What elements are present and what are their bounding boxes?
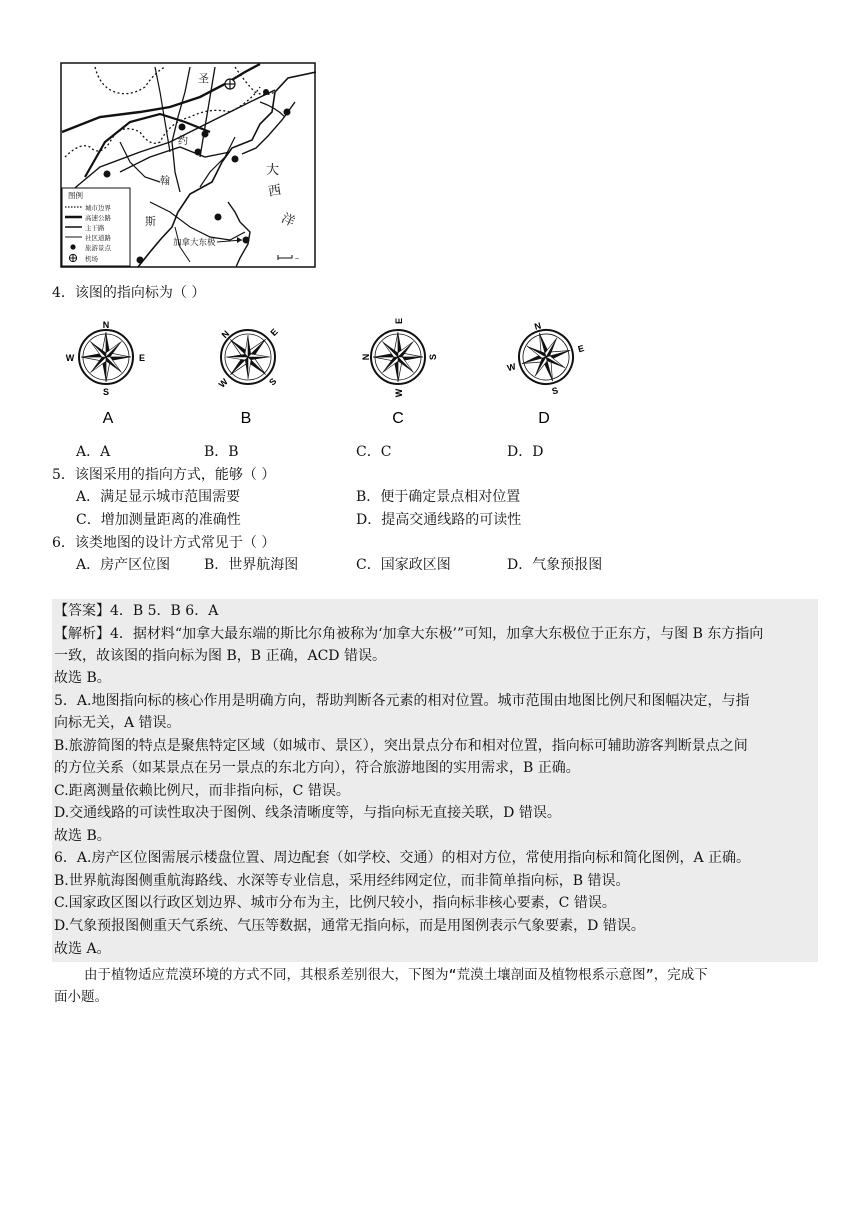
- sea-label-2: 西: [266, 181, 283, 199]
- explanation-line-7: 的方位关系（如某景点在另一景点的东北方向），符合旅游地图的实用需求，B 正确。: [54, 760, 580, 776]
- compass-options: [58, 315, 608, 427]
- compass-rose-c: [361, 318, 438, 397]
- next-intro-line-1: 由于植物适应荒漠环境的方式不同，其根系差别很大，下图为“荒漠土壤剖面及植物根系示意图”，完成下: [84, 967, 708, 983]
- svg-text:N: N: [219, 328, 232, 341]
- legend-item-main-road: 主干路: [85, 225, 105, 232]
- svg-text:N: N: [533, 320, 543, 332]
- explanation-line-6: B.旅游简图的特点是聚焦特定区域（如城市、景区），突出景点分布和相对位置，指向标可辅助游客判断景点之间: [54, 738, 748, 754]
- sea-label-1: 大: [266, 162, 280, 177]
- explanation-line-2: 一致，故该图的指向标为图 B，B 正确，ACD 错误。: [54, 648, 386, 664]
- explanation-line-12: B.世界航海图侧重航海路线、水深等专业信息，采用经纬网定位，而非简单指向标，B 错误。: [54, 873, 630, 889]
- sea-label-3: 洋: [279, 210, 298, 230]
- explanation-line-5: 向标无关，A 错误。: [54, 715, 181, 731]
- explanation-line-4: 5．A.地图指向标的核心作用是明确方向，帮助判断各元素的相对位置。城市范围由地图比例尺和图幅决定，与指: [54, 693, 750, 709]
- compass-rose-a: [66, 320, 145, 397]
- place-label-1: 圣: [198, 73, 209, 85]
- question-6-stem: 6．该类地图的设计方式常见于（ ）: [52, 535, 276, 551]
- q6-option-c[interactable]: C．国家政区图: [356, 557, 451, 573]
- svg-text:S: S: [428, 353, 438, 361]
- q5-option-d[interactable]: D．提高交通线路的可读性: [356, 512, 522, 528]
- q6-option-a[interactable]: A．房产区位图: [76, 557, 171, 573]
- explanation-line-14: D.气象预报图侧重天气系统、气压等数据，通常无指向标，而是用图例表示气象要素，D 错误。: [54, 918, 645, 934]
- place-label-2: 约: [178, 136, 188, 147]
- explanation-line-15: 故选 A。: [54, 941, 111, 957]
- svg-text:N: N: [102, 320, 110, 330]
- q5-option-a[interactable]: A．满足显示城市范围需要: [76, 489, 241, 505]
- svg-text:W: W: [506, 361, 517, 374]
- svg-text:W: W: [216, 376, 230, 390]
- svg-text:E: E: [268, 326, 280, 338]
- svg-text:E: E: [138, 353, 146, 363]
- q4-option-d[interactable]: D．D: [507, 444, 544, 460]
- cape-label: 加拿大东极: [173, 237, 216, 247]
- svg-text:E: E: [394, 317, 404, 325]
- explanation-line-1: 【解析】4．据材料“加拿大最东端的斯比尔角被称为‘加拿大东极’”可知，加拿大东极位于正东方，与图 B 东方指向: [54, 626, 764, 642]
- compass-letter-a: A: [102, 410, 114, 427]
- legend-item-highway: 高速公路: [85, 215, 111, 222]
- q5-option-b[interactable]: B．便于确定景点相对位置: [356, 489, 521, 505]
- question-5-stem: 5．该图采用的指向方式，能够（ ）: [52, 467, 276, 483]
- legend-item-community-road: 社区道路: [85, 235, 111, 242]
- legend-item-city-boundary: 城市边界: [85, 205, 111, 212]
- explanation-line-8: C.距离测量依赖比例尺，而非指向标，C 错误。: [54, 783, 350, 799]
- q4-option-c[interactable]: C．C: [356, 444, 392, 460]
- compass-letter-b: B: [240, 410, 252, 427]
- svg-text:W: W: [65, 353, 75, 363]
- legend-item-attraction: 旅游景点: [85, 245, 111, 252]
- q4-option-b[interactable]: B．B: [204, 444, 239, 460]
- svg-text:N: N: [361, 353, 371, 361]
- q6-option-b[interactable]: B．世界航海图: [204, 557, 299, 573]
- compass-letter-c: C: [392, 410, 404, 427]
- svg-text:~: ~: [295, 256, 300, 263]
- q6-option-d[interactable]: D．气象预报图: [507, 557, 603, 573]
- question-4-stem: 4．该图的指向标为（ ）: [52, 285, 206, 301]
- explanation-line-10: 故选 B。: [54, 828, 111, 844]
- svg-text:W: W: [394, 388, 404, 398]
- tourist-map: [60, 62, 316, 268]
- svg-text:S: S: [550, 385, 560, 397]
- legend-title: 图例: [68, 191, 83, 200]
- explanation-line-3: 故选 B。: [54, 670, 111, 686]
- next-intro-line-2: 面小题。: [54, 989, 108, 1005]
- explanation-line-13: C.国家政区图以行政区划边界、城市分布为主，比例尺较小，指向标非核心要素，C 错误。: [54, 895, 616, 911]
- explanation-line-9: D.交通线路的可读性取决于图例、线条清晰度等，与指向标无直接关联，D 错误。: [54, 805, 561, 821]
- compass-rose-d: [498, 315, 594, 406]
- svg-text:S: S: [267, 376, 279, 388]
- compass-letter-d: D: [538, 410, 550, 427]
- svg-text:E: E: [576, 343, 586, 355]
- legend-item-airport: 机场: [85, 256, 98, 263]
- place-label-3: 翰: [160, 176, 170, 187]
- explanation-line-11: 6．A.房产区位图需展示楼盘位置、周边配套（如学校、交通）的相对方位，常使用指向标和简化图例，A 正确。: [54, 850, 751, 866]
- q5-option-c[interactable]: C．增加测量距离的准确性: [76, 512, 241, 528]
- place-label-4: 斯: [145, 216, 156, 228]
- answer-line: 【答案】4．B 5．B 6．A: [54, 603, 219, 619]
- q4-option-a[interactable]: A．A: [76, 444, 111, 460]
- compass-rose-b: [193, 315, 303, 414]
- svg-text:S: S: [102, 387, 110, 397]
